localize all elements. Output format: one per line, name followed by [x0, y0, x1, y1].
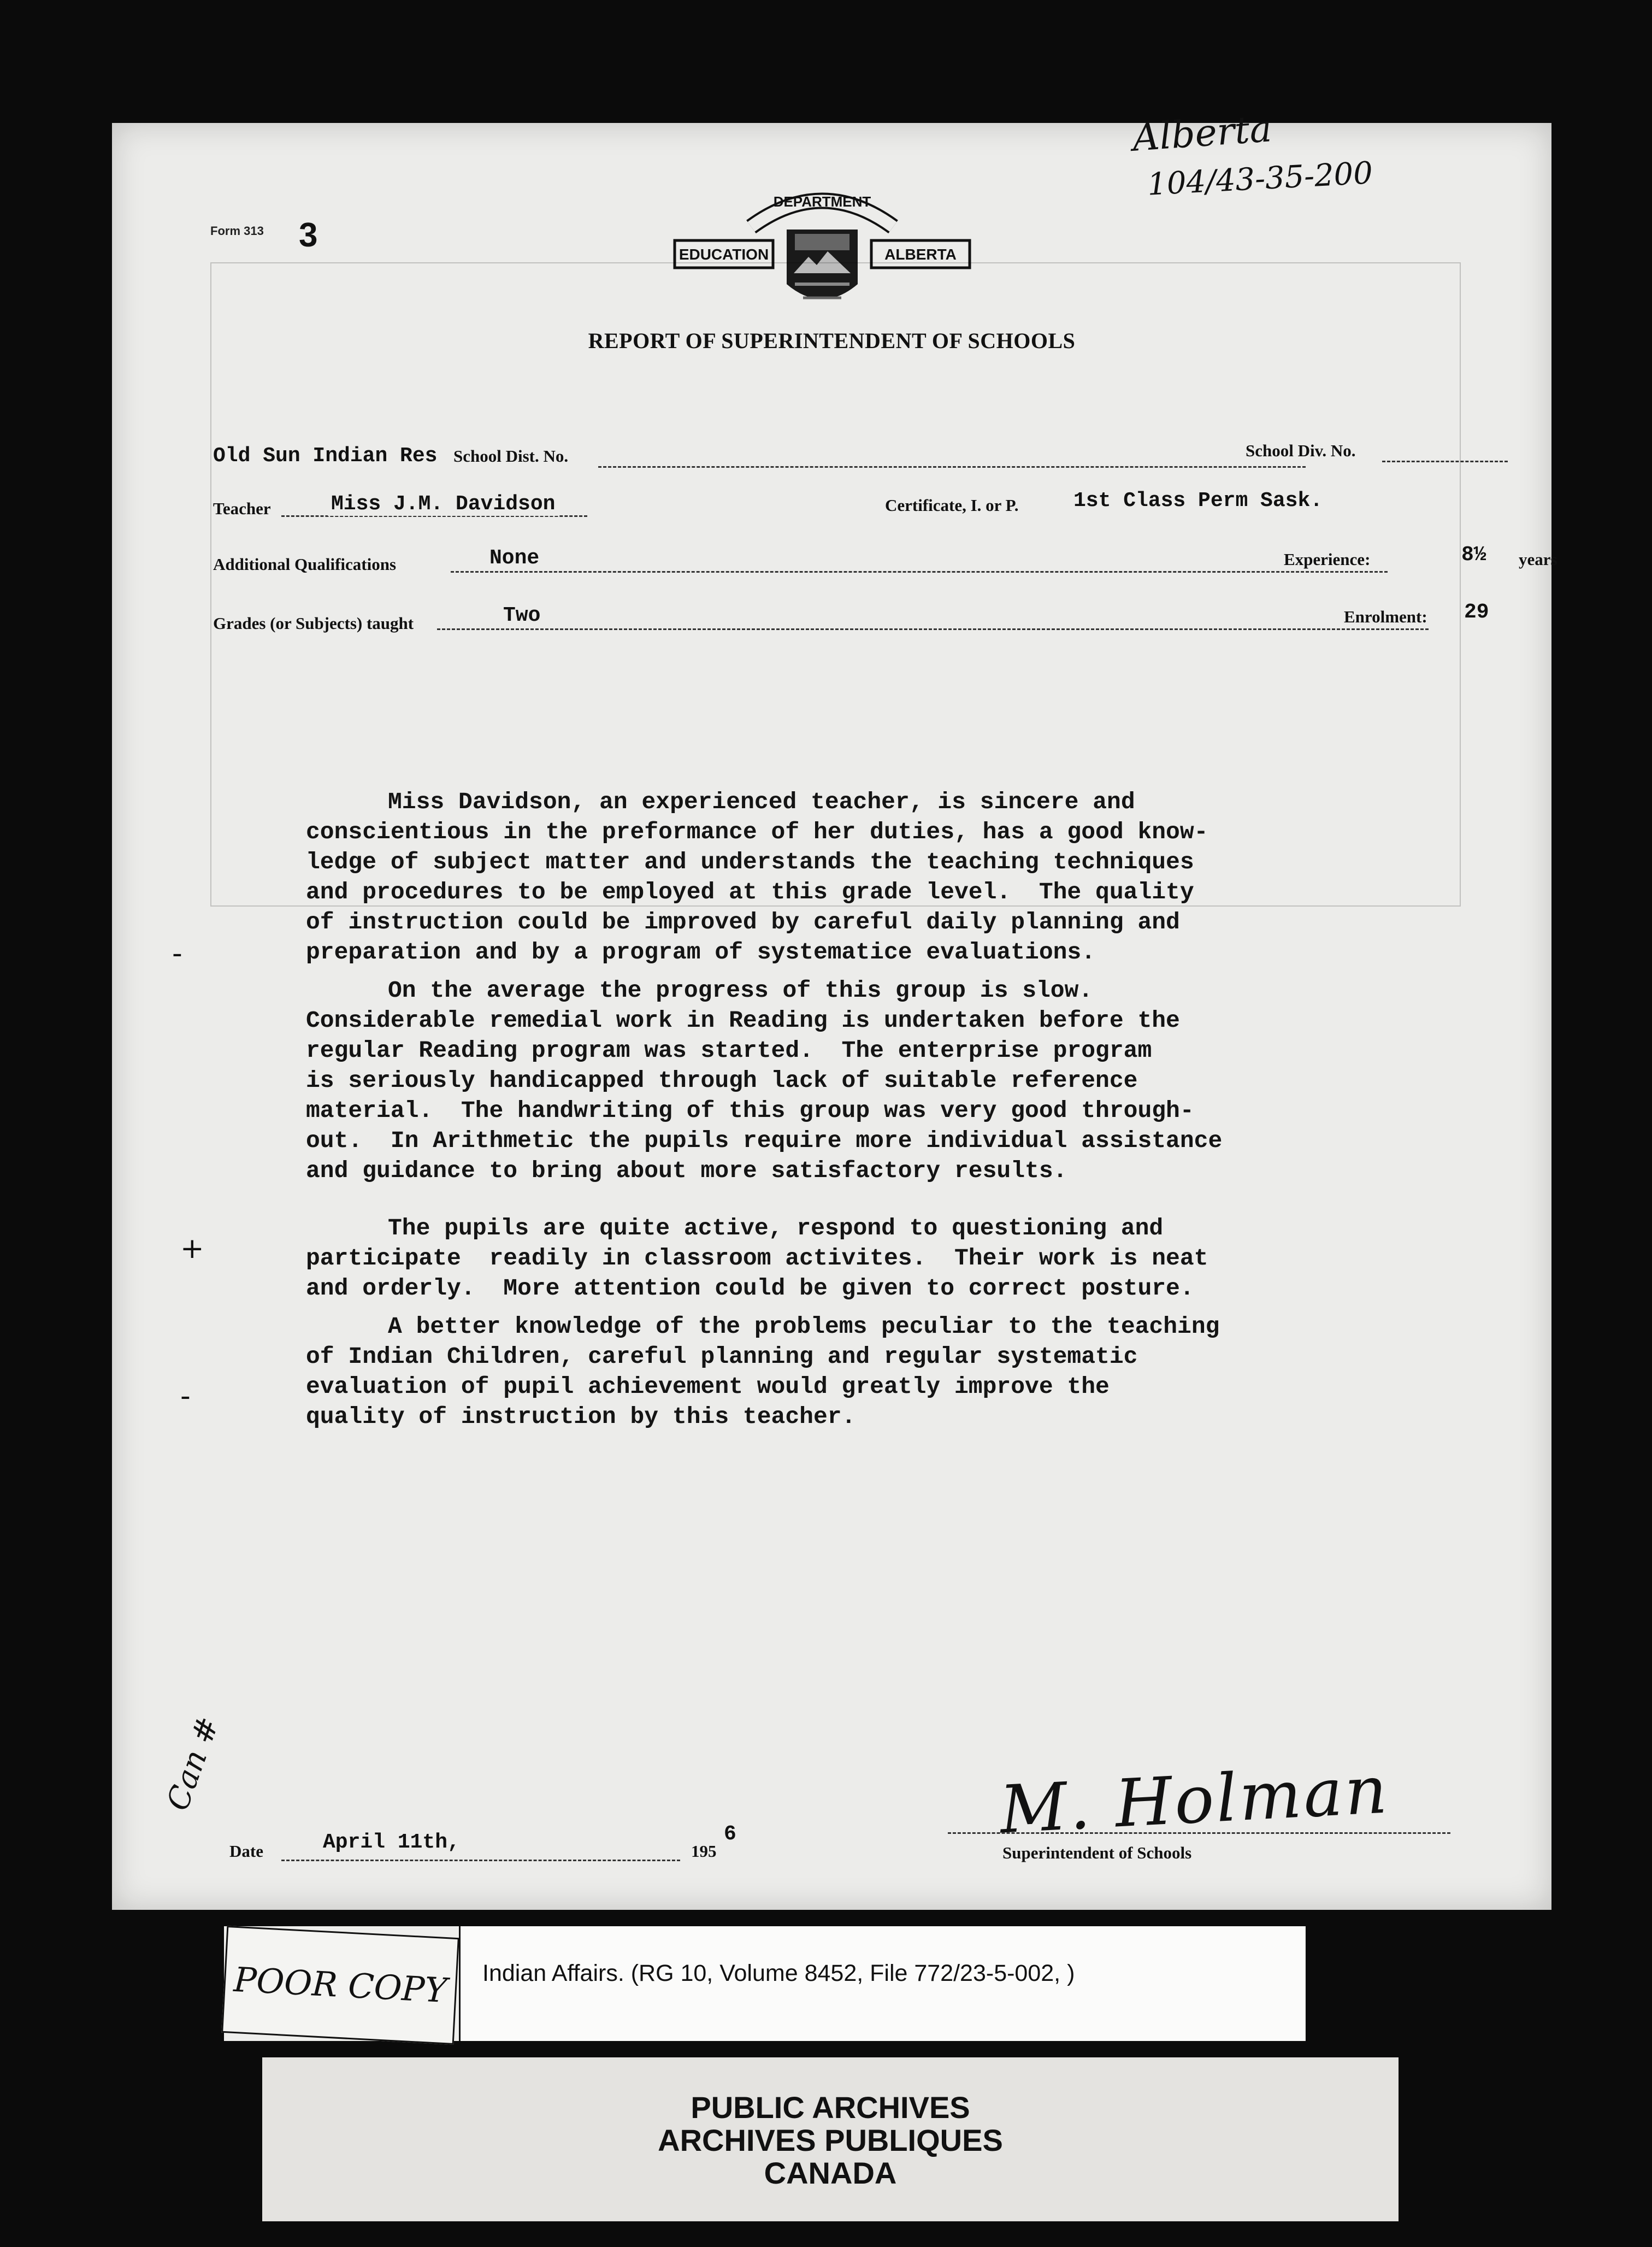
grades-value: Two [500, 604, 544, 627]
year-suffix: 6 [724, 1822, 736, 1846]
archive-line-3: CANADA [764, 2156, 897, 2190]
signature-line [948, 1832, 1450, 1834]
form-number: Form 313 [210, 224, 264, 238]
school-value: Old Sun Indian Res [213, 444, 438, 468]
handwritten-file-number: 104/43-35-200 [1146, 155, 1374, 203]
school-label: School Dist. No. [453, 446, 569, 466]
school-div-line [1382, 461, 1508, 462]
experience-label: Experience: [1284, 550, 1371, 569]
teacher-label: Teacher [213, 499, 271, 518]
crest-top-banner: DEPARTMENT [773, 193, 871, 210]
teacher-value: Miss J.M. Davidson [328, 492, 558, 516]
margin-mark-minus: - [180, 1380, 191, 1413]
certificate-value: 1st Class Perm Sask. [1073, 489, 1323, 513]
date-value: April 11th, [320, 1831, 463, 1854]
page-title: REPORT OF SUPERINTENDENT OF SCHOOLS [588, 328, 1076, 353]
margin-note: Can # [160, 1712, 227, 1815]
year-prefix: 195 [691, 1842, 717, 1861]
archive-reference: Indian Affairs. (RG 10, Volume 8452, File 772/23-5-002, ) [482, 1960, 1075, 1986]
experience-unit: years [1519, 550, 1557, 569]
school-line [598, 466, 1306, 468]
archive-reference-strip [224, 1926, 1306, 2041]
report-paragraph-2: On the average the progress of this group is slow. Considerable remedial work in Reading is undertaken before the regular Reading program was started. The enterprise program is seriously handicapped through lack of suitable reference material. The handwriting of this group was very good through- out. In Arithmetic the pupils require more individual assistance and guidance to bring about more satisfactory results. [306, 977, 1223, 1184]
archive-reference-box [459, 1926, 1305, 2041]
grades-row [208, 601, 1546, 637]
date-line [281, 1860, 680, 1861]
archive-line-1: PUBLIC ARCHIVES [691, 2090, 970, 2125]
margin-mark-plus: + [180, 1232, 204, 1265]
grades-line [437, 628, 1429, 630]
report-form [112, 107, 1557, 1910]
teacher-row [208, 489, 1546, 522]
qualifications-line [451, 571, 1388, 573]
report-paragraph-3: The pupils are quite active, respond to questioning and participate readily in classroom activites. Their work is neat and orderly. More attention could be given to correct posture. [306, 1215, 1208, 1302]
poor-copy-stamp: POOR COPY [221, 1926, 459, 2045]
superintendent-signature: M. Holman [998, 1752, 1391, 1849]
handwritten-region: Alberta [1131, 107, 1273, 160]
date-label: Date [229, 1842, 263, 1861]
qualifications-row [208, 543, 1557, 579]
margin-mark-minus: - [172, 937, 182, 970]
public-archives-stamp [262, 2057, 1399, 2221]
qualifications-label: Additional Qualifications [213, 555, 397, 574]
enrolment-label: Enrolment: [1344, 607, 1427, 626]
form-number-suffix: 3 [299, 216, 318, 254]
archive-line-2: ARCHIVES PUBLIQUES [658, 2123, 1003, 2157]
school-row [208, 440, 1546, 473]
certificate-label: Certificate, I. or P. [885, 496, 1019, 515]
grades-label: Grades (or Subjects) taught [213, 614, 414, 633]
report-paragraph-4: A better knowledge of the problems peculiar to the teaching of Indian Children, careful planning and regular systematic evaluation of pupil achievement would greatly improve the quality of instruction by this teacher. [306, 1313, 1220, 1430]
crest-left-banner: EDUCATION [678, 246, 769, 263]
report-paragraph-1: Miss Davidson, an experienced teacher, is sincere and conscientious in the preformance of her duties, has a good know- ledge of subject matter and understands the teaching techniques and procedures to be employed at this grade level. The quality of instruction could be improved by careful daily planning and preparation and by a program of systematice evaluations. [306, 789, 1208, 966]
qualifications-value: None [486, 546, 542, 570]
experience-value: 8½ [1461, 543, 1486, 567]
superintendent-label: Superintendent of Schools [1002, 1843, 1192, 1862]
crest-right-banner: ALBERTA [884, 246, 957, 263]
school-div-label: School Div. No. [1246, 441, 1356, 460]
enrolment-value: 29 [1464, 601, 1489, 624]
